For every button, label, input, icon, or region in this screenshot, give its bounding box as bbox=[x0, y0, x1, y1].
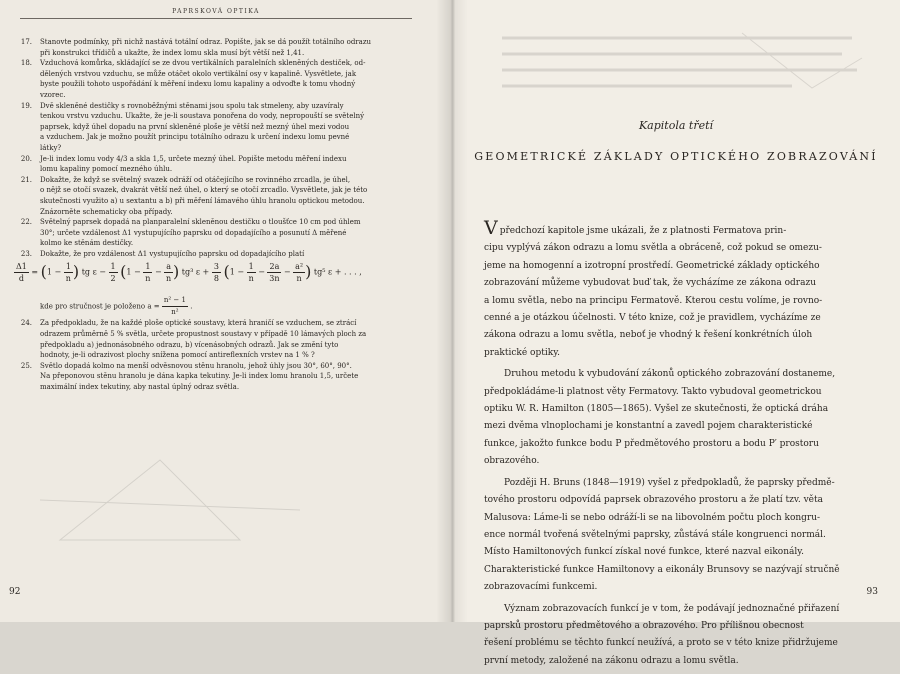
formula-fraction bbox=[293, 261, 305, 284]
exercise-line: předpokladu a) jednonásobného odrazu, b) vícenásobných odrazů. Jak se změní tyto bbox=[40, 340, 339, 349]
exercise-line: hodnoty, je-li odrazivost plochy snížena pomocí antireflexních vrstev na 1 % ? bbox=[40, 351, 315, 360]
exercise-line: Na přeponovou stěnu hranolu je dána kapka tekutiny. Je-li index lomu hranolu 1,5, určete bbox=[40, 372, 359, 381]
drop-cap: V bbox=[484, 217, 498, 239]
bleed-through-figure bbox=[40, 440, 340, 560]
exercise-line: Je-li index lomu vody 4/3 a skla 1,5, určete mezný úhel. Popište metodu měření indexu bbox=[40, 154, 347, 163]
chapter-label: Kapitola třetí bbox=[638, 119, 714, 132]
text-line: Význam zobrazovacích funkcí je v tom, že podávají jednoznačné přiřazení bbox=[504, 603, 840, 614]
exercise-line: Znázorněte schematicky oba případy. bbox=[40, 207, 173, 216]
formula-numerator: 3 bbox=[213, 262, 219, 272]
running-head: PAPRSKOVÁ OPTIKA bbox=[172, 8, 260, 15]
exercise-21 bbox=[10, 175, 415, 217]
exercise-line: kolmo ke stěnám destičky. bbox=[40, 239, 134, 248]
formula-text: 1 − bbox=[126, 267, 141, 277]
formula-denominator: n bbox=[65, 274, 71, 284]
exercise-20 bbox=[10, 154, 415, 175]
formula-text: = bbox=[31, 267, 39, 277]
formula-numerator: n² − 1 bbox=[162, 295, 188, 307]
formula-denominator: n² bbox=[171, 308, 179, 317]
paragraph-2 bbox=[484, 366, 869, 470]
formula-fraction bbox=[14, 261, 29, 284]
exercise-line: Vzduchová komůrka, skládající se ze dvou vertikálních paralelních skleněných destiček, od- bbox=[40, 59, 366, 68]
exercise-number: 20. bbox=[20, 154, 32, 163]
formula-fraction bbox=[109, 261, 118, 284]
formula-paren: ( bbox=[40, 262, 47, 282]
exercise-number: 19. bbox=[20, 101, 32, 110]
exercise-number: 24. bbox=[20, 319, 32, 328]
text-line: a lomu světla, nebo na principu Fermatově. Kterou cestu volíme, je rovno- bbox=[484, 295, 823, 306]
page-number: 93 bbox=[866, 587, 878, 597]
exercise-number: 17. bbox=[20, 38, 32, 46]
formula-fraction bbox=[162, 295, 188, 318]
exercise-number: 25. bbox=[20, 361, 32, 370]
formula-where-text: kde pro stručnost je položeno a = bbox=[40, 302, 160, 311]
exercise-line: a vzduchem. Jak je možno použít principu totálního odrazu k určení indexu lomu pevné bbox=[40, 133, 350, 142]
exercise-line: Dokažte, že pro vzdálenost Δ1 vystupujícího paprsku od dopadajícího platí bbox=[40, 249, 305, 258]
exercise-17 bbox=[10, 37, 415, 58]
exercise-number: 22. bbox=[20, 218, 32, 227]
formula-text: tg³ ε + bbox=[181, 267, 210, 277]
text-line: Druhou metodu k vybudování zákonů optického zobrazování dostaneme, bbox=[504, 369, 836, 380]
exercise-line: paprsek, když úhel dopadu na první skleněné ploše je větší než mezný úhel mezi vodou bbox=[40, 122, 350, 131]
formula-denominator: 3n bbox=[269, 274, 280, 284]
formula-body bbox=[14, 261, 362, 284]
exercise-line: vzorec. bbox=[40, 90, 66, 99]
formula-text: 1 − bbox=[229, 267, 245, 277]
text-line: první metody, založené na zákonu odrazu a lomu světla. bbox=[484, 655, 739, 666]
header-rule bbox=[20, 18, 412, 19]
text-line: předpokládáme-li platnost věty Fermatovy. Takto vybudoval geometrickou bbox=[484, 386, 822, 397]
formula-paren: ( bbox=[120, 262, 127, 282]
formula-text: 1 − bbox=[46, 267, 62, 277]
exercise-number: 18. bbox=[20, 59, 32, 68]
text-line: praktické optiky. bbox=[484, 347, 560, 358]
book-gutter bbox=[436, 0, 468, 622]
text-line: zobrazování můžeme vybudovat buď tak, že vycházíme ze zákona odrazu bbox=[484, 278, 816, 289]
exercise-line: tenkou vrstvu vzduchu. Ukažte, že je-li soustava ponořena do vody, nepropouští se světelný bbox=[40, 112, 365, 121]
exercise-line: skutečnosti využito a) u sextantu a b) při měření lámavého úhlu hranolu optickou metodou. bbox=[40, 196, 365, 205]
formula-paren: ) bbox=[305, 262, 312, 282]
formula-paren: ) bbox=[72, 262, 80, 282]
formula-paren: ( bbox=[223, 262, 230, 282]
right-page bbox=[452, 0, 900, 666]
page-number: 92 bbox=[9, 587, 21, 597]
exercise-number: 23. bbox=[20, 249, 32, 258]
text-line: Místo Hamiltonových funkcí získal nové funkce, které nazval eikonály. bbox=[484, 547, 804, 558]
formula-fraction bbox=[247, 261, 256, 284]
paragraph-3 bbox=[484, 475, 869, 597]
text-line: Později H. Bruns (1848—1919) vyšel z předpokladů, že paprsky předmě- bbox=[504, 477, 835, 488]
exercise-line: Světelný paprsek dopadá na planparalelní skleněnou destičku o tloušťce 10 cm pod úhlem bbox=[40, 218, 361, 227]
formula-text: − bbox=[283, 267, 291, 277]
exercise-18 bbox=[10, 58, 415, 100]
exercise-line: 30°; určete vzdálenost Δ1 vystupujícího paprsku od dopadajícího a posunutí Δ měřené bbox=[40, 228, 347, 237]
exercise-list bbox=[10, 37, 415, 393]
formula-denominator: 2 bbox=[110, 274, 116, 284]
exercise-line: lomu kapaliny pomocí mezného úhlu. bbox=[40, 165, 173, 174]
formula-fraction bbox=[267, 261, 281, 284]
exercise-line: látky? bbox=[40, 143, 62, 152]
formula-numerator: a² bbox=[295, 262, 304, 272]
formula-denominator: n bbox=[248, 274, 254, 284]
formula-text: − bbox=[154, 267, 162, 277]
exercise-23 bbox=[10, 249, 415, 319]
formula-denominator: n bbox=[296, 274, 302, 284]
exercise-line: maximální index tekutiny, aby nastal úplný odraz světla. bbox=[40, 383, 240, 392]
paragraph-1 bbox=[484, 217, 869, 362]
exercise-line: o nějž se otočí svazek, dvakrát větší než úhel, o který se otočí zrcadlo. Vysvětlete, jak je této bbox=[40, 186, 368, 195]
formula-denominator: 8 bbox=[213, 274, 219, 284]
exercise-line: Za předpokladu, že na každé ploše optické soustavy, která hraničí se vzduchem, se ztrácí bbox=[40, 319, 357, 328]
exercise-line: při konstrukci třídičů a ukažte, že index lomu skla musí být větší než 1,41. bbox=[40, 48, 305, 57]
chapter-body bbox=[484, 217, 869, 674]
formula-fraction bbox=[164, 261, 173, 284]
text-line: cenné a je otázkou účelnosti. V této knize, což je pravidlem, vycházíme ze bbox=[484, 313, 821, 324]
paragraph-4 bbox=[484, 601, 869, 671]
formula-text: tg ε − bbox=[81, 267, 106, 277]
text-line: zobrazovacími funkcemi. bbox=[484, 582, 598, 593]
text-line: Charakteristické funkce Hamiltonovy a eikonály Brunsovy se nazývají stručně bbox=[484, 564, 840, 575]
formula-denominator: n bbox=[145, 274, 151, 284]
formula-denominator: n bbox=[166, 274, 172, 284]
formula-numerator: a bbox=[166, 262, 171, 272]
formula-where-line bbox=[40, 295, 415, 318]
formula-numerator: 1 bbox=[248, 262, 254, 272]
text-line: řešení problému se těchto funkcí neužívá, a proto se v této knize přidržujeme bbox=[484, 638, 838, 649]
formula-fraction bbox=[143, 261, 152, 284]
formula-numerator: 1 bbox=[65, 262, 71, 272]
exercise-19 bbox=[10, 101, 415, 154]
exercise-line: Dvě skleněné destičky s rovnoběžnými stěnami jsou spolu tak stmeleny, aby uzavíraly bbox=[40, 101, 344, 110]
exercise-24 bbox=[10, 318, 415, 360]
text-line: předchozí kapitole jsme ukázali, že z platnosti Fermatova prin- bbox=[499, 226, 787, 236]
exercise-line: dělených vrstvou vzduchu, se může otáčet okolo vertikální osy v kapalině. Vysvětlete, jak bbox=[40, 69, 357, 78]
exercise-line: Dokažte, že když se světelný svazek odráží od otáčejícího se rovinného zrcadla, je úhel, bbox=[40, 175, 351, 184]
text-line: ence normál tvořená světelnými paprsky, zůstává stále kongruenci normál. bbox=[484, 529, 826, 540]
text-line: jeme na homogenní a izotropní prostředí. Geometrické základy optického bbox=[484, 260, 820, 271]
text-line: funkce, jakožto funkce bodu P předmětového prostoru a bodu P′ prostoru bbox=[484, 438, 819, 449]
text-line: tového prostoru odpovídá paprsek obrazového prostoru a že platí tzv. věta bbox=[484, 495, 823, 506]
formula-numerator: 2a bbox=[269, 262, 280, 272]
formula-text: − bbox=[258, 267, 265, 277]
chapter-title: GEOMETRICKÉ ZÁKLADY OPTICKÉHO ZOBRAZOVÁNÍ bbox=[474, 150, 878, 163]
formula-numerator: Δ1 bbox=[16, 262, 27, 272]
text-line: paprsků prostoru předmětového a obrazového. Pro přílišnou obecnost bbox=[484, 620, 804, 631]
formula-fraction bbox=[64, 261, 73, 284]
formula-numerator: 1 bbox=[145, 262, 151, 272]
text-line: Malusova: Láme-li se nebo odráží-li se na libovolném počtu ploch kongru- bbox=[484, 512, 821, 523]
formula-text: tg⁵ ε + . . . , bbox=[313, 267, 362, 277]
formula-numerator: 1 bbox=[110, 262, 116, 272]
exercise-line: odrazem průměrně 5 % světla, určete propustnost soustavy v případě 10 lámavých ploch za bbox=[40, 330, 367, 339]
formula-denominator: d bbox=[18, 274, 24, 284]
bleed-through-text bbox=[492, 28, 872, 108]
left-page bbox=[0, 0, 452, 622]
formula-text: . bbox=[190, 302, 193, 311]
exercise-line: byste použili tohoto uspořádání k měření indexu lomu kapaliny a odvoďte k tomu vhodný bbox=[40, 80, 356, 89]
exercise-line: Světlo dopadá kolmo na menší odvěsnovou stěnu hranolu, jehož úhly jsou 30°, 60°, 90°. bbox=[40, 361, 352, 370]
text-line: obrazového. bbox=[484, 456, 540, 467]
exercise-25 bbox=[10, 361, 415, 393]
text-line: zákona odrazu a lomu světla, neboť je vhodný k řešení konkrétních úloh bbox=[484, 330, 813, 341]
text-line: cipu vyplývá zákon odrazu a lomu světla a obráceně, což pokud se omezu- bbox=[484, 243, 822, 254]
exercise-number: 21. bbox=[20, 175, 32, 184]
text-line: optiku W. R. Hamilton (1805—1865). Vyšel ze skutečnosti, že optická dráha bbox=[484, 404, 829, 415]
formula-fraction bbox=[212, 261, 221, 284]
text-line: mezi dvěma vlnoplochami je konstantní a zavedl pojem charakteristické bbox=[484, 421, 813, 432]
exercise-22 bbox=[10, 217, 415, 249]
exercise-line: Stanovte podmínky, při nichž nastává totální odraz. Popište, jak se dá použít totálního odrazu bbox=[40, 38, 372, 46]
formula-paren: ) bbox=[172, 262, 180, 282]
